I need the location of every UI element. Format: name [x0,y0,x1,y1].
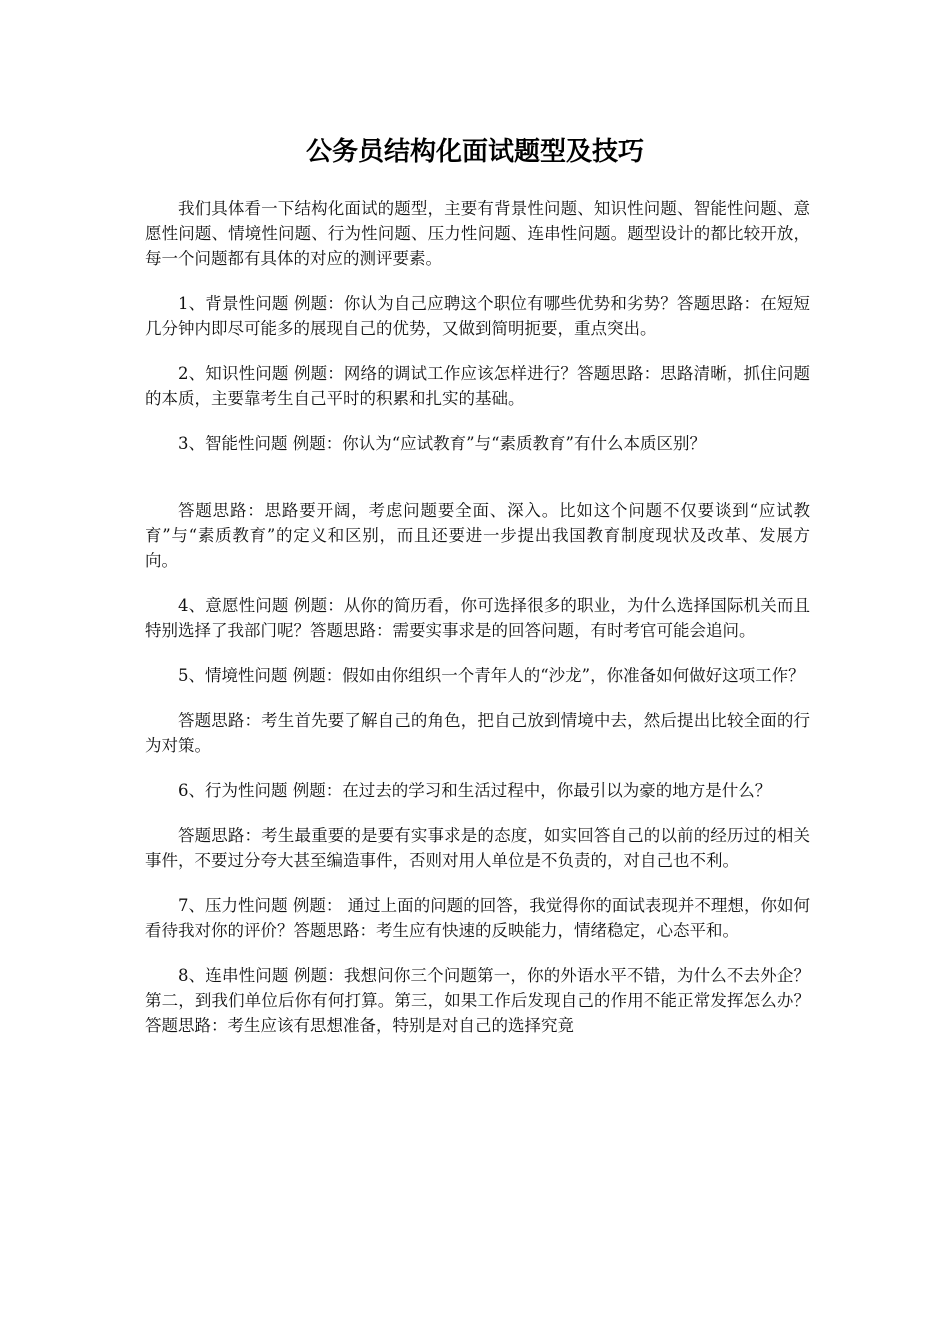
document-body [145,196,810,1058]
paragraph-background-question: 1、背景性问题 例题：你认为自己应聘这个职位有哪些优势和劣势？答题思路：在短短几分钟内即尽可能多的展现自己的优势，又做到简明扼要，重点突出。 [145,294,810,338]
document-title: 公务员结构化面试题型及技巧 [305,137,644,167]
paragraph-willingness-question: 4、意愿性问题 例题：从你的简历看，你可选择很多的职业，为什么选择国际机关而且特别选择了我部门呢？答题思路：需要实事求是的回答问题，有时考官可能会追问。 [145,596,810,640]
paragraph-situational-question: 5、情境性问题 例题：假如由你组织一个青年人的“沙龙”，你准备如何做好这项工作？ [178,666,805,685]
paragraph-behavioral-answer: 答题思路：考生最重要的是要有实事求是的态度，如实回答自己的以前的经历过的相关事件，不要过分夸大甚至编造事件，否则对用人单位是不负责的，对自己也不利。 [145,826,810,870]
paragraph-knowledge-question: 2、知识性问题 例题：网络的调试工作应该怎样进行？答题思路：思路清晰，抓住问题的本质，主要靠考生自己平时的积累和扎实的基础。 [145,364,810,408]
paragraph-behavioral-question: 6、行为性问题 例题：在过去的学习和生活过程中，你最引以为豪的地方是什么？ [178,781,772,800]
paragraph-intelligence-question: 3、智能性问题 例题：你认为“应试教育”与“素质教育”有什么本质区别？ [178,434,706,453]
paragraph-intelligence-answer: 答题思路：思路要开阔，考虑问题要全面、深入。比如这个问题不仅要谈到“应试教育”与“素质教育”的定义和区别，而且还要进一步提出我国教育制度现状及改革、发展方向。 [145,501,810,570]
intro-paragraph: 我们具体看一下结构化面试的题型，主要有背景性问题、知识性问题、智能性问题、意愿性问题、情境性问题、行为性问题、压力性问题、连串性问题。题型设计的都比较开放，每一个问题都有具体的对应的测评要素。 [145,199,810,268]
paragraph-pressure-question: 7、压力性问题 例题： 通过上面的问题的回答，我觉得你的面试表现并不理想，你如何看待我对你的评价？答题思路：考生应有快速的反映能力，情绪稳定，心态平和。 [145,896,810,940]
paragraph-serial-question: 8、连串性问题 例题：我想问你三个问题第一，你的外语水平不错，为什么不去外企？第二，到我们单位后你有何打算。第三，如果工作后发现自己的作用不能正常发挥怎么办？答题思路：考生应该有思想准备，特别是对自己的选择究竟 [145,966,810,1035]
paragraph-situational-answer: 答题思路：考生首先要了解自己的角色，把自己放到情境中去，然后提出比较全面的行为对策。 [145,711,810,755]
